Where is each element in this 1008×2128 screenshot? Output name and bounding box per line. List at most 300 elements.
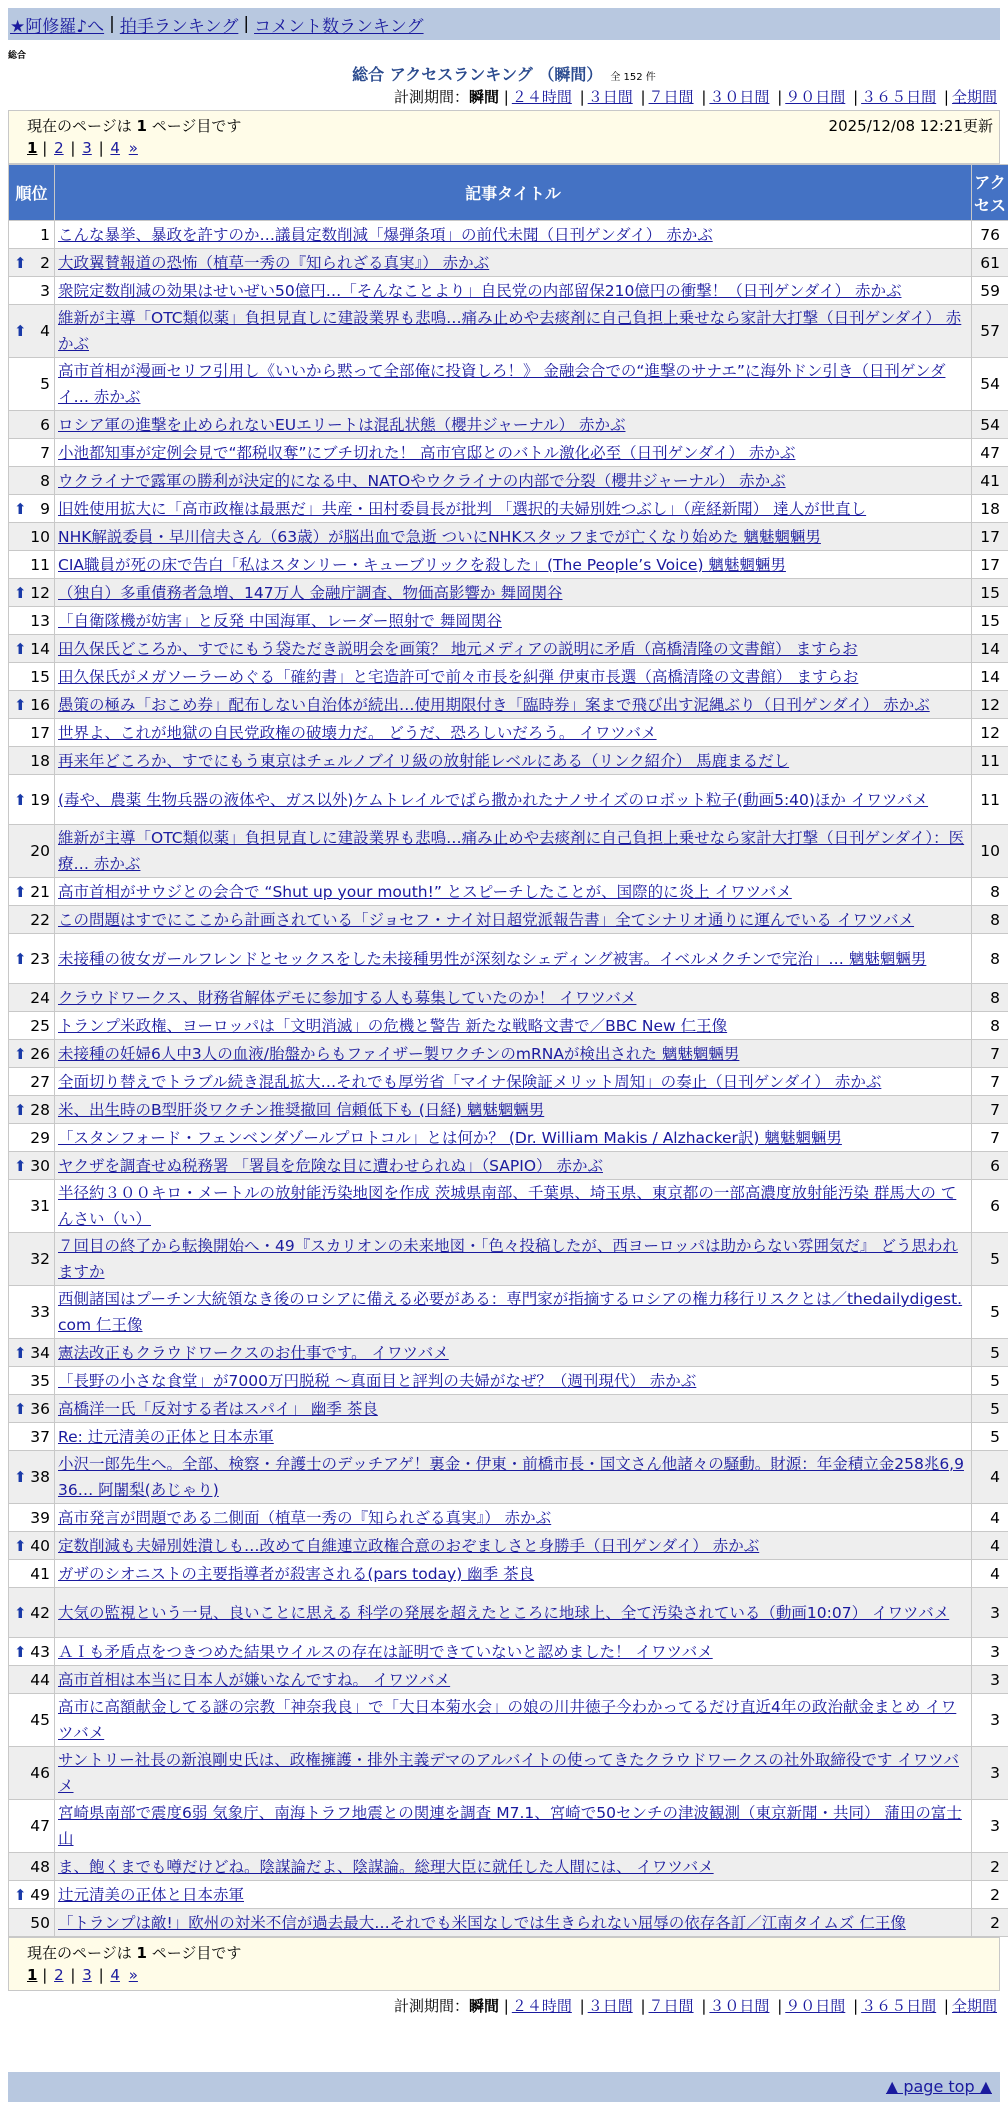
article-link[interactable]: 西側諸国はプーチン大統領なき後のロシアに備える必要がある：専門家が指摘するロシアの権力移行リスクとは／thedailydigest.com 仁王像 xyxy=(58,1290,963,1334)
up-arrow-icon: ⬆ xyxy=(14,1343,27,1362)
table-row xyxy=(9,663,1008,691)
up-arrow-icon: ⬆ xyxy=(14,583,27,602)
rank-number: 50 xyxy=(30,1913,50,1932)
rank-cell xyxy=(9,747,55,775)
title-cell xyxy=(55,906,972,934)
rank-number: 45 xyxy=(30,1711,50,1729)
access-cell: 76 xyxy=(972,221,1008,249)
article-link[interactable]: トランプ米政権、ヨーロッパは「文明消滅」の危機と警告 新たな戦略文書で／BBC New 仁王像 xyxy=(58,1016,728,1035)
period-link[interactable]: ２４時間 xyxy=(511,1997,572,2015)
table-row xyxy=(9,579,1008,607)
access-cell: 3 xyxy=(972,1800,1008,1853)
rank-number: 44 xyxy=(30,1670,50,1689)
period-link[interactable]: ７日間 xyxy=(648,88,694,106)
article-link[interactable]: 高市首相は本当に日本人が嫌いなんですね。 イワツバメ xyxy=(58,1670,451,1689)
article-link[interactable]: 田久保氏がメガソーラーめぐる「確約書」と宅造許可で前々市長を糾弾 伊東市長選（高橋清隆の文書館） ますらお xyxy=(58,667,859,686)
page-separator: | xyxy=(98,139,104,157)
table-row xyxy=(9,1451,1008,1504)
title-cell xyxy=(55,775,972,825)
article-link[interactable]: 大気の監視という一見、良いことに思える 科学の発展を超えたところに地球上、全て汚染されている（動画10:07） イワツバメ xyxy=(58,1603,950,1622)
title-cell xyxy=(55,607,972,635)
period-link[interactable]: ３０日間 xyxy=(709,1997,770,2015)
rank-number: 43 xyxy=(30,1642,50,1661)
rank-cell xyxy=(9,1233,55,1286)
access-cell: 12 xyxy=(972,691,1008,719)
period-label: 計測期間： xyxy=(393,1997,469,2015)
access-cell: 10 xyxy=(972,825,1008,878)
article-link[interactable]: 田久保氏どころか、すでにもう袋ただき説明会を画策？ 地元メディアの説明に矛盾（高橋清隆の文書館） ますらお xyxy=(58,639,858,658)
page-link[interactable]: 2 xyxy=(54,1966,64,1984)
article-link[interactable]: 定数削減も夫婦別姓潰しも…改めて自維連立政権合意のおぞましさと身勝手（日刊ゲンダイ） 赤かぶ xyxy=(58,1536,760,1555)
period-link[interactable]: 全期間 xyxy=(951,88,997,106)
title-cell xyxy=(55,825,972,878)
access-cell: 59 xyxy=(972,277,1008,305)
page-status: 現在のページは 1 ページ目です xyxy=(27,117,242,135)
table-row xyxy=(9,467,1008,495)
access-cell: 2 xyxy=(972,1853,1008,1881)
rank-cell xyxy=(9,411,55,439)
rank-number: 20 xyxy=(30,842,50,860)
rank-cell xyxy=(9,1800,55,1853)
article-link[interactable]: 愚策の極み「おこめ券」配布しない自治体が続出…使用期限付き「臨時券」案まで飛び出す泥縄ぶり（日刊ゲンダイ） 赤かぶ xyxy=(58,695,930,714)
title-cell xyxy=(55,1588,972,1638)
period-link[interactable]: ３日間 xyxy=(587,88,633,106)
article-link[interactable]: 小池都知事が定例会見で“都税収奪”にブチ切れた！ 高市官邸とのバトル激化必至（日刊ゲンダイ） 赤かぶ xyxy=(58,443,796,462)
period-link[interactable]: 全期間 xyxy=(951,1997,997,2015)
title-cell xyxy=(55,358,972,411)
rank-cell xyxy=(9,1068,55,1096)
article-link[interactable]: ＡＩも矛盾点をつきつめた結果ウイルスの存在は証明できていないと認めました！ イワツバメ xyxy=(58,1642,713,1661)
table-row xyxy=(9,1694,1008,1747)
article-link[interactable]: 「自衛隊機が妨害」と反発 中国海軍、レーダー照射で 舞岡関谷 xyxy=(58,611,502,630)
access-cell: 3 xyxy=(972,1694,1008,1747)
access-cell: 15 xyxy=(972,579,1008,607)
article-link[interactable]: 衆院定数削減の効果はせいぜい50億円…「そんなことより」自民党の内部留保210億円の衝撃！（日刊ゲンダイ） 赤かぶ xyxy=(58,281,902,300)
table-row xyxy=(9,1638,1008,1666)
page-link[interactable]: 3 xyxy=(82,1966,92,1984)
page-status: 現在のページは 1 ページ目です xyxy=(27,1944,242,1962)
access-cell: 3 xyxy=(972,1666,1008,1694)
access-cell: 5 xyxy=(972,1395,1008,1423)
up-arrow-icon: ⬆ xyxy=(14,1536,27,1555)
table-row xyxy=(9,635,1008,663)
table-row xyxy=(9,1853,1008,1881)
title-cell xyxy=(55,663,972,691)
article-link[interactable]: 「スタンフォード・フェンベンダゾールプロトコル」とは何か？ (Dr. William Makis / Alzhacker訳) 魑魅魍魎男 xyxy=(58,1128,842,1147)
table-row xyxy=(9,747,1008,775)
rank-cell xyxy=(9,579,55,607)
title-cell xyxy=(55,1012,972,1040)
article-link[interactable]: 未接種の彼女ガールフレンドとセックスをした未接種男性が深刻なシェディング被害。イベルメクチンで完治」… 魑魅魍魎男 xyxy=(58,949,927,968)
rank-cell xyxy=(9,523,55,551)
table-row xyxy=(9,495,1008,523)
table-row xyxy=(9,1096,1008,1124)
table-row xyxy=(9,1588,1008,1638)
article-link[interactable]: Re: 辻元清美の正体と日本赤軍 xyxy=(58,1427,274,1446)
rank-number: 18 xyxy=(30,751,50,770)
rank-number: 23 xyxy=(30,949,50,968)
title-cell xyxy=(55,277,972,305)
page-link[interactable]: 3 xyxy=(82,139,92,157)
rank-number: 35 xyxy=(30,1371,50,1390)
rank-cell xyxy=(9,934,55,984)
rank-number: 41 xyxy=(30,1564,50,1583)
article-link[interactable]: 再来年どころか、すでにもう東京はチェルノブイリ級の放射能レベルにある（リンク紹介） 馬鹿まるだし xyxy=(58,751,790,770)
article-link[interactable]: ヤクザを調査せぬ税務署 「署員を危険な目に遭わせられぬ」（SAPIO） 赤かぶ xyxy=(58,1156,603,1175)
up-arrow-icon: ⬆ xyxy=(14,1885,27,1904)
period-label: 計測期間： xyxy=(393,88,469,106)
rank-number: 26 xyxy=(30,1044,50,1063)
access-header: アクセス xyxy=(972,165,1008,221)
table-row xyxy=(9,277,1008,305)
period-link[interactable]: ３０日間 xyxy=(709,88,770,106)
period-link[interactable]: ３６５日間 xyxy=(861,1997,937,2015)
up-arrow-icon: ⬆ xyxy=(14,882,27,901)
table-row xyxy=(9,1532,1008,1560)
period-separator: | xyxy=(701,88,707,106)
title-cell xyxy=(55,1395,972,1423)
up-arrow-icon: ⬆ xyxy=(14,499,27,518)
rank-cell xyxy=(9,906,55,934)
up-arrow-icon: ⬆ xyxy=(14,695,27,714)
next-page-link[interactable]: » xyxy=(128,1966,138,1984)
table-row xyxy=(9,1800,1008,1853)
title-cell xyxy=(55,1666,972,1694)
period-separator: | xyxy=(943,1997,949,2015)
access-cell: 3 xyxy=(972,1638,1008,1666)
rank-number: 29 xyxy=(30,1128,50,1147)
table-row xyxy=(9,906,1008,934)
title-cell xyxy=(55,635,972,663)
article-link[interactable]: こんな暴挙、暴政を許すのか…議員定数削減「爆弾条項」の前代未聞（日刊ゲンダイ） 赤かぶ xyxy=(58,225,713,244)
period-link[interactable]: ３６５日間 xyxy=(861,88,937,106)
table-row xyxy=(9,523,1008,551)
table-row xyxy=(9,1395,1008,1423)
rank-cell xyxy=(9,1180,55,1233)
article-link[interactable]: ウクライナで露軍の勝利が決定的になる中、NATOやウクライナの内部で分裂（櫻井ジャーナル） 赤かぶ xyxy=(58,471,786,490)
page-link[interactable]: 4 xyxy=(110,1966,120,1984)
rank-number: 24 xyxy=(30,988,50,1007)
access-cell: 2 xyxy=(972,1881,1008,1909)
article-link[interactable]: NHK解説委員・早川信夫さん（63歳）が脳出血で急逝 ついにNHKスタッフまでが亡くなり始めた 魑魅魍魎男 xyxy=(58,527,821,546)
page-title xyxy=(0,62,1008,85)
table-row xyxy=(9,1012,1008,1040)
period-link[interactable]: ２４時間 xyxy=(511,88,572,106)
table-row xyxy=(9,1367,1008,1395)
rank-cell xyxy=(9,1012,55,1040)
ranking-title: 総合 アクセスランキング （瞬間） xyxy=(352,65,603,84)
rank-number: 32 xyxy=(30,1250,50,1268)
rank-cell xyxy=(9,1638,55,1666)
access-cell: 54 xyxy=(972,411,1008,439)
rank-number: 13 xyxy=(30,611,50,630)
up-arrow-icon: ⬆ xyxy=(14,1642,27,1661)
rank-cell xyxy=(9,1451,55,1504)
access-cell: 57 xyxy=(972,305,1008,358)
period-separator: | xyxy=(853,1997,859,2015)
up-arrow-icon: ⬆ xyxy=(14,639,27,658)
updated-time: 2025/12/08 12:21更新 xyxy=(828,117,993,135)
title-cell xyxy=(55,1451,972,1504)
title-cell xyxy=(55,878,972,906)
table-row xyxy=(9,1124,1008,1152)
period-separator: | xyxy=(579,88,585,106)
access-cell: 4 xyxy=(972,1451,1008,1504)
title-cell xyxy=(55,1560,972,1588)
rank-number: 7 xyxy=(40,443,50,462)
table-row xyxy=(9,1504,1008,1532)
article-link[interactable]: 未接種の妊婦6人中3人の血液/胎盤からもファイザー製ワクチンのmRNAが検出された 魑魅魍魎男 xyxy=(58,1044,740,1063)
title-cell xyxy=(55,249,972,277)
title-cell xyxy=(55,1152,972,1180)
up-arrow-icon: ⬆ xyxy=(14,1603,27,1622)
rank-cell xyxy=(9,1286,55,1339)
article-link[interactable]: 憲法改正もクラウドワークスのお仕事です。 イワツバメ xyxy=(58,1343,449,1362)
period-separator: | xyxy=(640,88,646,106)
title-cell xyxy=(55,221,972,249)
article-link[interactable]: 維新が主導「OTC類似薬」負担見直しに建設業界も悲鳴…痛み止めや去痰剤に自己負担上乗せなら家計大打撃（日刊ゲンダイ）：医療… 赤かぶ xyxy=(58,829,965,873)
article-link[interactable]: CIA職員が死の床で告白「私はスタンリー・キューブリックを殺した」(The People’s Voice) 魑魅魍魎男 xyxy=(58,555,786,574)
article-link[interactable]: 全面切り替えでトラブル続き混乱拡大…それでも厚労省「マイナ保険証メリット周知」の奏止（日刊ゲンダイ） 赤かぶ xyxy=(58,1072,882,1091)
access-cell: 8 xyxy=(972,906,1008,934)
article-link[interactable]: 「トランプは敵!」欧州の対米不信が過去最大…それでも米国なしでは生きられない屈辱の依存各訂／江南タイムズ 仁王像 xyxy=(58,1913,906,1932)
title-cell xyxy=(55,1339,972,1367)
article-link[interactable]: ガザのシオニストの主要指導者が殺害される(pars today) 幽季 茶良 xyxy=(58,1564,535,1583)
access-cell: 54 xyxy=(972,358,1008,411)
rank-number: 22 xyxy=(30,910,50,929)
rank-cell xyxy=(9,305,55,358)
table-row xyxy=(9,1423,1008,1451)
title-cell xyxy=(55,1638,972,1666)
period-link[interactable]: ７日間 xyxy=(648,1997,694,2015)
table-row xyxy=(9,1233,1008,1286)
rank-number: 40 xyxy=(30,1536,50,1555)
rank-cell xyxy=(9,1694,55,1747)
applause-ranking-link[interactable]: 拍手ランキング xyxy=(119,16,239,37)
table-row xyxy=(9,551,1008,579)
rank-cell xyxy=(9,984,55,1012)
page-separator: | xyxy=(42,139,48,157)
table-row xyxy=(9,1909,1008,1937)
article-link[interactable]: 辻元清美の正体と日本赤軍 xyxy=(58,1885,245,1904)
rank-number: 33 xyxy=(30,1303,50,1321)
rank-cell xyxy=(9,1124,55,1152)
table-row xyxy=(9,878,1008,906)
article-link[interactable]: (毒や、農薬 生物兵器の液体や、ガス以外)ケムトレイルでばら撒かれたナノサイズのロボット粒子(動画5:40)ほか イワツバメ xyxy=(58,790,929,809)
article-link[interactable]: この問題はすでにここから計画されている「ジョセフ・ナイ対日超党派報告書」全てシナリオ通りに運んでいる イワツバメ xyxy=(58,910,915,929)
period-separator: | xyxy=(503,1997,509,2015)
access-cell: 47 xyxy=(972,439,1008,467)
access-cell: 61 xyxy=(972,249,1008,277)
table-row xyxy=(9,1560,1008,1588)
title-cell xyxy=(55,1367,972,1395)
article-link[interactable]: ロシア軍の進撃を止められないEUエリートは混乱状態（櫻井ジャーナル） 赤かぶ xyxy=(58,415,626,434)
rank-number: 11 xyxy=(30,555,50,574)
access-cell: 8 xyxy=(972,984,1008,1012)
rank-cell xyxy=(9,825,55,878)
period-separator: | xyxy=(777,1997,783,2015)
rank-cell xyxy=(9,1504,55,1532)
rank-number: 42 xyxy=(30,1603,50,1622)
rank-number: 36 xyxy=(30,1399,50,1418)
title-cell xyxy=(55,1286,972,1339)
access-cell: 2 xyxy=(972,1909,1008,1937)
access-cell: 17 xyxy=(972,523,1008,551)
article-link[interactable]: 高市発言が問題である二側面（植草一秀の『知られざる真実』） 赤かぶ xyxy=(58,1508,552,1527)
access-cell: 3 xyxy=(972,1747,1008,1800)
rank-number: 6 xyxy=(40,415,50,434)
table-row xyxy=(9,1286,1008,1339)
up-arrow-icon: ⬆ xyxy=(14,1044,27,1063)
rank-number: 16 xyxy=(30,695,50,714)
table-row xyxy=(9,249,1008,277)
title-cell xyxy=(55,934,972,984)
rank-cell xyxy=(9,1747,55,1800)
period-selector-bottom xyxy=(394,1995,1000,2016)
article-link[interactable]: （独自）多重債務者急増、147万人 金融庁調査、物価高影響か 舞岡関谷 xyxy=(58,583,563,602)
rank-cell xyxy=(9,277,55,305)
table-row xyxy=(9,358,1008,411)
access-cell: 15 xyxy=(972,607,1008,635)
period-link[interactable]: ３日間 xyxy=(587,1997,633,2015)
rank-number: 12 xyxy=(30,583,50,602)
paging-box-bottom xyxy=(8,1937,1000,1991)
title-cell xyxy=(55,691,972,719)
section-label: 総合 xyxy=(8,51,27,61)
page-separator: | xyxy=(70,1966,76,1984)
up-arrow-icon: ⬆ xyxy=(14,1399,27,1418)
title-cell xyxy=(55,1747,972,1800)
title-cell xyxy=(55,579,972,607)
pager-bottom xyxy=(27,1966,140,1984)
rank-cell xyxy=(9,439,55,467)
table-row xyxy=(9,1666,1008,1694)
title-cell xyxy=(55,523,972,551)
rank-cell xyxy=(9,719,55,747)
article-link[interactable]: 小沢一郎先生へ。全部、検察・弁護士のデッチアゲ！裏金・伊東・前橋市長・国文さん他諸々の騒動。財源：年金積立金258兆6,936… 阿闍梨(あじゃり) xyxy=(58,1455,964,1499)
title-cell xyxy=(55,439,972,467)
article-link[interactable]: 高市首相がサウジとの会合で “Shut up your mouth!” とスピーチしたことが、国際的に炎上 イワツバメ xyxy=(58,882,792,901)
rank-number: 31 xyxy=(30,1197,50,1215)
access-cell: 3 xyxy=(972,1588,1008,1638)
rank-cell xyxy=(9,1853,55,1881)
rank-cell xyxy=(9,607,55,635)
top-nav xyxy=(8,8,1000,40)
article-link[interactable]: 維新が主導「OTC類似薬」負担見直しに建設業界も悲鳴…痛み止めや去痰剤に自己負担上乗せなら家計大打撃（日刊ゲンダイ） 赤かぶ xyxy=(58,309,962,353)
access-cell: 5 xyxy=(972,1367,1008,1395)
rank-number: 34 xyxy=(30,1343,50,1362)
rank-cell xyxy=(9,495,55,523)
article-link[interactable]: 高市に高額献金してる謎の宗教「神奈我良」で「大日本菊水会」の娘の川井徳子今わかってるだけ直近4年の政治献金まとめ イワツバメ xyxy=(58,1698,957,1742)
rank-number: 28 xyxy=(30,1100,50,1119)
access-cell: 11 xyxy=(972,747,1008,775)
access-cell: 4 xyxy=(972,1560,1008,1588)
rank-cell xyxy=(9,1367,55,1395)
page-link[interactable]: 2 xyxy=(54,139,64,157)
table-row xyxy=(9,691,1008,719)
period-separator: | xyxy=(943,88,949,106)
rank-number: 27 xyxy=(30,1072,50,1091)
rank-number: 15 xyxy=(30,667,50,686)
rank-number: 48 xyxy=(30,1857,50,1876)
period-current: 瞬間 xyxy=(468,1997,499,2015)
total-count: 全 152 件 xyxy=(610,72,656,83)
access-cell: 7 xyxy=(972,1096,1008,1124)
article-link[interactable]: 半径約３００キロ・メートルの放射能汚染地図を作成 茨城県南部、千葉県、埼玉県、東京都の一部高濃度放射能汚染 群馬大の てんさい（い） xyxy=(58,1184,957,1228)
page-separator: | xyxy=(42,1966,48,1984)
rank-cell xyxy=(9,1395,55,1423)
access-cell: 7 xyxy=(972,1068,1008,1096)
bottom-nav xyxy=(8,2072,1000,2102)
rank-cell xyxy=(9,1560,55,1588)
access-cell: 5 xyxy=(972,1286,1008,1339)
article-link[interactable]: 米、出生時のB型肝炎ワクチン推奨撤回 信頼低下も (日経) 魑魅魍魎男 xyxy=(58,1100,545,1119)
next-page-link[interactable]: » xyxy=(128,139,138,157)
access-cell: 5 xyxy=(972,1339,1008,1367)
rank-number: 9 xyxy=(40,499,50,518)
period-link[interactable]: ９０日間 xyxy=(785,1997,846,2015)
article-link[interactable]: 大政翼賛報道の恐怖（植草一秀の『知られざる真実』） 赤かぶ xyxy=(58,253,490,272)
access-cell: 41 xyxy=(972,467,1008,495)
article-link[interactable]: 高市首相が漫画セリフ引用し《いいから黙って全部俺に投資しろ！》 金融会合での“進撃のサナエ”に海外ドン引き（日刊ゲンダイ… 赤かぶ xyxy=(58,362,946,406)
article-link[interactable]: 高橋洋一氏「反対する者はスパイ」 幽季 茶良 xyxy=(58,1399,378,1418)
access-cell: 7 xyxy=(972,1124,1008,1152)
period-separator: | xyxy=(503,88,509,106)
table-row xyxy=(9,1152,1008,1180)
article-link[interactable]: クラウドワークス、財務省解体デモに参加する人も募集していたのか！ イワツバメ xyxy=(58,988,637,1007)
article-link[interactable]: 宮崎県南部で震度6弱 気象庁、南海トラフ地震との関連を調査 M7.1、宮崎で50センチの津波観測（東京新聞・共同） 蒲田の富士山 xyxy=(58,1804,962,1848)
rank-cell xyxy=(9,1881,55,1909)
article-link[interactable]: 世界よ、これが地獄の自民党政権の破壊力だ。 どうだ、恐ろしいだろう。 イワツバメ xyxy=(58,723,657,742)
rank-cell xyxy=(9,358,55,411)
up-arrow-icon: ⬆ xyxy=(14,790,27,809)
access-cell: 5 xyxy=(972,1233,1008,1286)
page-top-link[interactable]: ▲ page top ▲ xyxy=(885,2077,992,2096)
article-link[interactable]: ７回目の終了から転換開始へ・49『スカリオンの未来地図・「色々投稿したが、西ヨーロッパは助からない雰囲気だ』 どう思われますか xyxy=(58,1237,958,1281)
home-link[interactable]: ★阿修羅♪へ xyxy=(10,16,105,37)
access-cell: 17 xyxy=(972,551,1008,579)
article-link[interactable]: 「長野の小さな食堂」が7000万円脱税 ～真面目と評判の夫婦がなぜ？（週刊現代） 赤かぶ xyxy=(58,1371,697,1390)
table-row xyxy=(9,439,1008,467)
article-link[interactable]: 旧姓使用拡大に「高市政権は最悪だ」共産・田村委員長が批判 「選択的夫婦別姓つぶし」（産経新聞） 達人が世直し xyxy=(58,499,867,518)
up-arrow-icon: ⬆ xyxy=(14,1156,27,1175)
pager-top xyxy=(27,139,140,157)
title-cell xyxy=(55,411,972,439)
rank-cell xyxy=(9,1423,55,1451)
access-cell: 8 xyxy=(972,1012,1008,1040)
up-arrow-icon: ⬆ xyxy=(14,322,27,340)
table-row xyxy=(9,1180,1008,1233)
access-cell: 4 xyxy=(972,1532,1008,1560)
table-row xyxy=(9,934,1008,984)
title-cell xyxy=(55,1096,972,1124)
period-link[interactable]: ９０日間 xyxy=(785,88,846,106)
comment-ranking-link[interactable]: コメント数ランキング xyxy=(254,16,424,37)
rank-number: 5 xyxy=(40,375,50,393)
table-row xyxy=(9,1068,1008,1096)
period-separator: | xyxy=(579,1997,585,2015)
article-link[interactable]: サントリー社長の新浪剛史氏は、政権擁護・排外主義デマのアルバイトの使ってきたクラウドワークスの社外取締役です イワツバメ xyxy=(58,1751,959,1795)
nav-separator: | xyxy=(243,14,250,34)
current-page: 1 xyxy=(27,139,38,157)
access-cell: 6 xyxy=(972,1152,1008,1180)
article-link[interactable]: ま、飽くまでも噂だけどね。陰謀論だよ、陰謀論。総理大臣に就任した人間には、 イワツバメ xyxy=(58,1857,714,1876)
period-current: 瞬間 xyxy=(468,88,499,106)
table-row xyxy=(9,411,1008,439)
period-selector-top xyxy=(394,86,1000,107)
table-row xyxy=(9,305,1008,358)
page-link[interactable]: 4 xyxy=(110,139,120,157)
